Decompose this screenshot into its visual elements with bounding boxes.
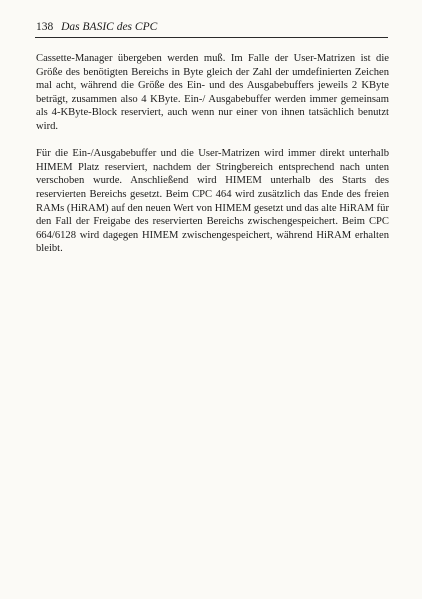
running-head — [36, 20, 157, 34]
page-number: 138 — [36, 21, 54, 33]
chapter-title: Das BASIC des CPC — [61, 21, 158, 33]
paragraph-buffer-size: Cassette-Manager übergeben werden muß. Im Falle der User-Matrizen ist die Größe des benötigten Bereichs in Byte gleich der Zahl der umdefinierten Zeichen mal acht, während die Größe des Ein- und des Ausgabebuffers jeweils 2 KByte beträgt, zusammen also 4 KByte. Ein-/ Ausgabebuffer werden immer gemeinsam als 4-KByte-Block reserviert, auch wenn nur einer von ihnen tatsächlich benutzt wird. — [36, 53, 389, 132]
paragraph-himem-reservation: Für die Ein-/Ausgabebuffer und die User-Matrizen wird immer direkt unterhalb HIMEM Platz reserviert, nachdem der Stringbereich entsprechend nach unten verschoben wurde. Anschließend wird HIMEM unterhalb des Starts des reservierten Bereichs gesetzt. Beim CPC 464 wird zusätzlich das Ende des freien RAMs (HiRAM) auf den neuen Wert von HIMEM gesetzt und das alte HiRAM für den Fall der Freigabe des reservierten Bereichs zwischengespeichert. Beim CPC 664/6128 wird dagegen HIMEM zwischengespeichert, während HiRAM erhalten bleibt. — [36, 148, 389, 255]
body-text — [36, 52, 389, 270]
header-rule — [35, 37, 388, 38]
